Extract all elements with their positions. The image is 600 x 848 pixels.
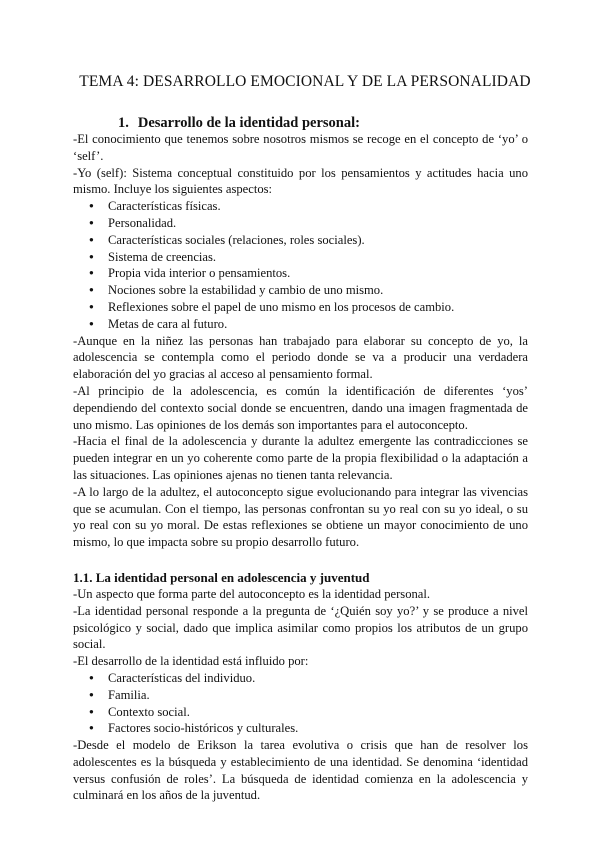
- list-item: ● Familia.: [73, 687, 528, 704]
- paragraph: -Aunque en la niñez las personas han trabajado para elaborar su concepto de yo, la adolescencia se contempla como el periodo donde se va a producir una verdadera elaboración del yo gracias al acceso al pensamiento formal.: [73, 333, 528, 382]
- section-1-1-heading: 1.1. La identidad personal en adolescencia y juventud: [73, 569, 370, 585]
- paragraph: -El desarrollo de la identidad está influido por:: [73, 654, 309, 669]
- list-item: ● Reflexiones sobre el papel de uno mismo en los procesos de cambio.: [73, 299, 528, 316]
- list-item: ● Características sociales (relaciones, roles sociales).: [73, 232, 528, 249]
- list-item: ● Características físicas.: [73, 198, 528, 215]
- paragraph: -A lo largo de la adultez, el autoconcepto sigue evolucionando para integrar las vivencias que se acumulan. Con el tiempo, las personas confrontan su yo real con su yo ideal, o su yo real con su yo moral. De estas reflexiones se obtiene un mayor conocimiento de uno mismo, lo que impacta sobre su propio desarrollo futuro.: [73, 484, 528, 550]
- section-1-heading: [118, 114, 360, 132]
- page-title: TEMA 4: DESARROLLO EMOCIONAL Y DE LA PERSONALIDAD: [79, 73, 531, 90]
- list-item: ● Propia vida interior o pensamientos.: [73, 265, 528, 282]
- list-item: ● Contexto social.: [73, 704, 528, 721]
- paragraph: -Un aspecto que forma parte del autoconcepto es la identidad personal.: [73, 586, 431, 601]
- paragraph: -Yo (self): Sistema conceptual constituido por los pensamientos y actitudes hacia uno mismo. Incluye los siguientes aspectos:: [73, 165, 528, 197]
- list-item: ● Nociones sobre la estabilidad y cambio de uno mismo.: [73, 282, 528, 299]
- list-item: ● Sistema de creencias.: [73, 249, 528, 266]
- section-1-number: 1.: [118, 115, 129, 131]
- aspects-list: [73, 198, 528, 332]
- paragraph: -La identidad personal responde a la pregunta de ‘¿Quién soy yo?’ y se produce a nivel psicológico y social, dado que implica asimilar como propios los atributos de un grupo social.: [73, 603, 528, 652]
- paragraph: -Al principio de la adolescencia, es común la identificación de diferentes ‘yos’ dependiendo del contexto social donde se encuentren, dando una imagen fragmentada de uno mismo. Las opiniones de los demás son importantes para el autoconcepto.: [73, 383, 528, 432]
- list-item: ● Características del individuo.: [73, 670, 528, 687]
- list-item: ● Factores socio-históricos y culturales.: [73, 720, 528, 737]
- paragraph: -Desde el modelo de Erikson la tarea evolutiva o crisis que han de resolver los adolescentes es la búsqueda y establecimiento de una identidad. Se denomina ‘identidad versus confusión de roles’. La búsqueda de identidad comienza en la adolescencia y culminará en los años de la juventud.: [73, 738, 528, 803]
- paragraph: -Hacia el final de la adolescencia y durante la adultez emergente las contradicciones se pueden integrar en un yo coherente como parte de la propia flexibilidad o la adaptación a las situaciones. Las opiniones ajenas no tienen tanta relevancia.: [73, 434, 528, 482]
- influences-list: [73, 670, 528, 737]
- list-item: ● Metas de cara al futuro.: [73, 316, 528, 333]
- section-1-heading-text: Desarrollo de la identidad personal:: [137, 115, 360, 131]
- document-body: [73, 131, 528, 804]
- paragraph: -El conocimiento que tenemos sobre nosotros mismos se recoge en el concepto de ‘yo’ o ‘self’.: [73, 132, 528, 163]
- list-item: ● Personalidad.: [73, 215, 528, 232]
